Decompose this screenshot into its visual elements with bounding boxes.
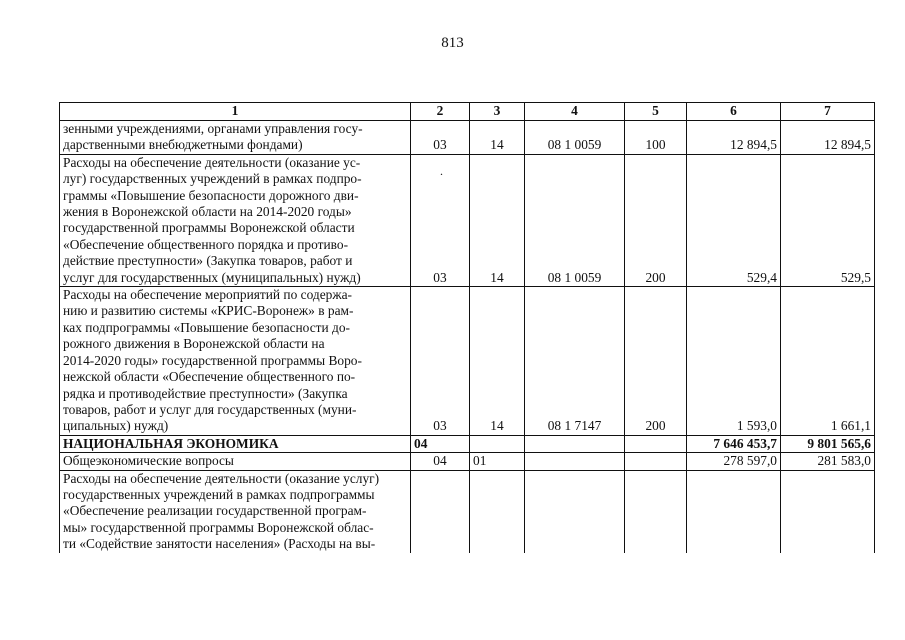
- table-row: [60, 453, 875, 470]
- header-col-1: 1: [60, 103, 411, 121]
- row-expense-type: [625, 453, 687, 470]
- header-col-3: 3: [470, 103, 525, 121]
- row-subsection: 01: [470, 453, 525, 470]
- table-row: [60, 287, 875, 436]
- row-amount-2: 529,5: [781, 154, 875, 286]
- row-expense-type: 200: [625, 287, 687, 436]
- row-description: Общеэкономические вопросы: [60, 453, 411, 470]
- header-row: [60, 103, 875, 121]
- row-expense-type: [625, 435, 687, 452]
- header-col-5: 5: [625, 103, 687, 121]
- row-description: Расходы на обеспечение деятельности (оказание ус- луг) государственных учреждений в рамках подпро- граммы «Повышение безопасности дорожного дви- жения в Воронежской области на 2014-2020 годы» государственной программы Воронежской области «Обеспечение общественного порядка и противо- действие преступности» (Закупка товаров, работ и услуг для государственных (муниципальных) нужд): [60, 154, 411, 286]
- row-amount-2: 1 661,1: [781, 287, 875, 436]
- stray-mark: .: [440, 164, 443, 178]
- row-amount-1: 529,4: [687, 154, 781, 286]
- row-description: Расходы на обеспечение мероприятий по содержа- нию и развитию системы «КРИС-Воронеж» в рам- ках подпрограммы «Повышение безопасности до- рожного движения в Воронежской области на 2014-2020 годы» государственной программы Воро- нежской области «Обеспечение общественного по- рядка и противодействие преступности» (Закупка товаров, работ и услуг для государственных (муни- ципальных) нужд): [60, 287, 411, 436]
- row-subsection: [470, 470, 525, 553]
- page-number: 813: [441, 35, 464, 51]
- row-expense-type: [625, 470, 687, 553]
- header-col-7: 7: [781, 103, 875, 121]
- row-amount-1: 278 597,0: [687, 453, 781, 470]
- row-section: [411, 470, 470, 553]
- row-description: зенными учреждениями, органами управления госу- дарственными внебюджетными фондами): [60, 121, 411, 155]
- row-section: 03: [411, 287, 470, 436]
- row-target-code: [525, 470, 625, 553]
- row-target-code: [525, 453, 625, 470]
- row-section: 03: [411, 121, 470, 155]
- budget-table: [59, 102, 875, 553]
- header-col-4: 4: [525, 103, 625, 121]
- table-row-section-heading: [60, 435, 875, 452]
- row-target-code: 08 1 7147: [525, 287, 625, 436]
- row-subsection: 14: [470, 287, 525, 436]
- row-subsection: [470, 435, 525, 452]
- row-amount-2: 12 894,5: [781, 121, 875, 155]
- row-expense-type: 100: [625, 121, 687, 155]
- row-subsection: 14: [470, 154, 525, 286]
- row-description: Расходы на обеспечение деятельности (оказание услуг) государственных учреждений в рамках подпрограммы «Обеспечение реализации государственной програм- мы» государственной программы Воронежской облас- ти «Содействие занятости населения» (Расходы на вы-: [60, 470, 411, 553]
- row-amount-1: 7 646 453,7: [687, 435, 781, 452]
- table-row: [60, 154, 875, 286]
- row-section: 03: [411, 154, 470, 286]
- row-expense-type: 200: [625, 154, 687, 286]
- row-amount-2: 281 583,0: [781, 453, 875, 470]
- row-amount-1: [687, 470, 781, 553]
- header-col-6: 6: [687, 103, 781, 121]
- row-subsection: 14: [470, 121, 525, 155]
- row-amount-1: 12 894,5: [687, 121, 781, 155]
- row-target-code: [525, 435, 625, 452]
- row-target-code: 08 1 0059: [525, 154, 625, 286]
- row-amount-1: 1 593,0: [687, 287, 781, 436]
- row-target-code: 08 1 0059: [525, 121, 625, 155]
- row-amount-2: 9 801 565,6: [781, 435, 875, 452]
- header-col-2: 2: [411, 103, 470, 121]
- table-row: [60, 470, 875, 553]
- row-section: 04: [411, 453, 470, 470]
- row-description: НАЦИОНАЛЬНАЯ ЭКОНОМИКА: [60, 435, 411, 452]
- table-row: [60, 121, 875, 155]
- row-section: 04: [411, 435, 470, 452]
- row-amount-2: [781, 470, 875, 553]
